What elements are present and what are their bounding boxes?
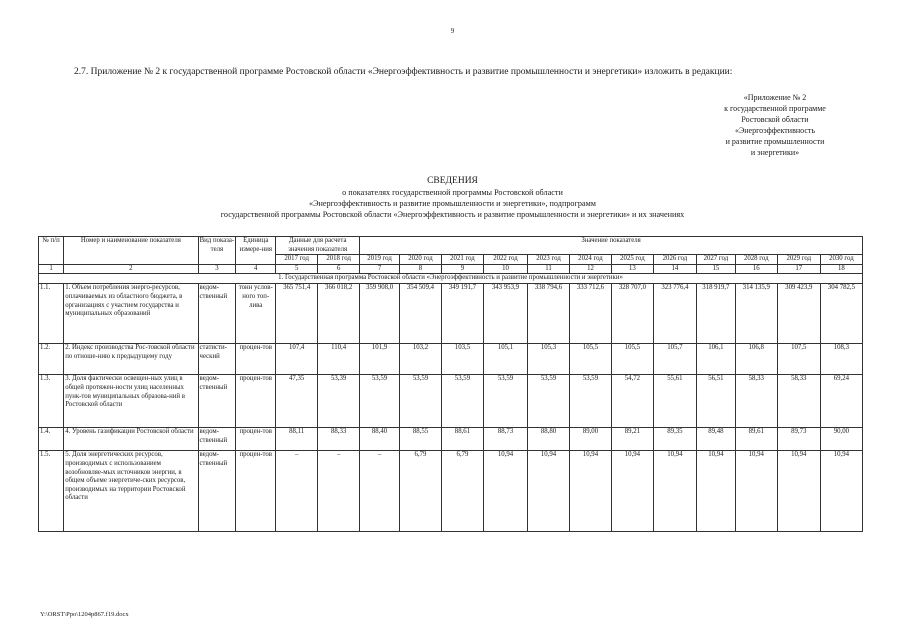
row-number: 1.3. <box>39 375 64 428</box>
indicator-unit: тонн услов-ного топ-лива <box>236 284 276 344</box>
column-number: 1 <box>39 264 64 274</box>
row-number: 1.5. <box>39 451 64 532</box>
indicator-value: 105,1 <box>483 344 527 375</box>
header-year: 2020 год <box>400 255 442 265</box>
indicator-type: ведом-ственный <box>198 428 236 451</box>
indicator-value: 10,94 <box>483 451 527 532</box>
indicator-value: 89,73 <box>777 428 820 451</box>
section-title: 1. Государственная программа Ростовской области «Энергоэффективность и развитие промышленности и энергетики» <box>39 274 863 284</box>
indicator-value: 101,9 <box>360 344 400 375</box>
indicator-value: 323 776,4 <box>653 284 696 344</box>
indicator-value: 88,55 <box>400 428 442 451</box>
header-type: Вид показа-теля <box>198 237 236 265</box>
indicator-value: 88,80 <box>528 428 570 451</box>
indicator-type: ведом-ственный <box>198 375 236 428</box>
column-number: 10 <box>483 264 527 274</box>
column-number: 11 <box>528 264 570 274</box>
indicator-value: 105,5 <box>611 344 653 375</box>
heading-title: СВЕДЕНИЯ <box>427 176 478 186</box>
row-number: 1.4. <box>39 428 64 451</box>
file-path-footer: Y:\ORST\Ppo\1204p867.f19.docx <box>40 611 129 618</box>
indicator-value: 349 191,7 <box>441 284 483 344</box>
indicator-value: 90,00 <box>820 428 862 451</box>
header-year: 2018 год <box>318 255 360 265</box>
indicator-unit: процен-тов <box>236 344 276 375</box>
indicator-value: 88,33 <box>318 428 360 451</box>
indicator-unit: процен-тов <box>236 451 276 532</box>
indicator-name: 1. Объем потребления энерго-ресурсов, оплачиваемых из областного бюджета, в организациях с участием государства и муниципальных образований <box>64 284 198 344</box>
indicator-value: 53,39 <box>318 375 360 428</box>
column-number: 17 <box>777 264 820 274</box>
indicators-table <box>38 236 863 532</box>
row-number: 1.2. <box>39 344 64 375</box>
indicator-value: 53,59 <box>360 375 400 428</box>
indicator-value: – <box>276 451 318 532</box>
indicator-name: 4. Уровень газификации Ростовской области <box>64 428 198 451</box>
indicator-value: – <box>360 451 400 532</box>
indicator-value: 343 953,9 <box>483 284 527 344</box>
column-number: 2 <box>64 264 198 274</box>
column-number: 14 <box>653 264 696 274</box>
column-number: 12 <box>569 264 611 274</box>
indicator-value: 88,40 <box>360 428 400 451</box>
appendix-line: и развитие промышленности <box>725 137 825 146</box>
header-year: 2026 год <box>653 255 696 265</box>
appendix-line: «Приложение № 2 <box>743 93 807 102</box>
indicator-unit: процен-тов <box>236 375 276 428</box>
indicator-value: 88,61 <box>441 428 483 451</box>
indicator-value: 58,33 <box>735 375 777 428</box>
header-year: 2028 год <box>735 255 777 265</box>
header-year: 2021 год <box>441 255 483 265</box>
indicator-value: 107,5 <box>777 344 820 375</box>
indicator-name: 2. Индекс производства Рос-товской области по отноше-нию к предыдущему году <box>64 344 198 375</box>
header-name: Номер и наименование показателя <box>64 237 198 265</box>
indicator-value: 6,79 <box>400 451 442 532</box>
indicator-value: 365 751,4 <box>276 284 318 344</box>
header-year: 2022 год <box>483 255 527 265</box>
indicator-value: 53,59 <box>483 375 527 428</box>
indicator-value: 309 423,9 <box>777 284 820 344</box>
indicator-value: 54,72 <box>611 375 653 428</box>
indicator-value: 10,94 <box>653 451 696 532</box>
indicator-value: 110,4 <box>318 344 360 375</box>
indicator-value: 10,94 <box>820 451 862 532</box>
column-number: 8 <box>400 264 442 274</box>
indicator-value: 105,3 <box>528 344 570 375</box>
indicator-value: 105,7 <box>653 344 696 375</box>
table-row <box>39 375 863 428</box>
indicator-unit: процен-тов <box>236 428 276 451</box>
amendment-intro: 2.7. Приложение № 2 к государственной программе Ростовской области «Энергоэффективность и развитие промышленности и энергетики» изложить в редакции: <box>74 67 733 77</box>
indicator-value: 103,5 <box>441 344 483 375</box>
indicator-value: 359 908,0 <box>360 284 400 344</box>
header-year: 2024 год <box>569 255 611 265</box>
indicator-value: 108,3 <box>820 344 862 375</box>
page-number: 9 <box>450 27 455 35</box>
indicator-value: 10,94 <box>696 451 735 532</box>
column-number: 9 <box>441 264 483 274</box>
indicator-value: 10,94 <box>777 451 820 532</box>
header-year: 2023 год <box>528 255 570 265</box>
indicator-value: 105,5 <box>569 344 611 375</box>
appendix-line: и энергетики» <box>750 148 800 157</box>
column-number: 4 <box>236 264 276 274</box>
header-year: 2019 год <box>360 255 400 265</box>
indicator-value: 88,73 <box>483 428 527 451</box>
header-year: 2029 год <box>777 255 820 265</box>
indicator-value: 58,33 <box>777 375 820 428</box>
heading-line-1: о показателях государственной программы Ростовской области <box>342 188 563 197</box>
indicator-value: 89,48 <box>696 428 735 451</box>
header-year: 2025 год <box>611 255 653 265</box>
column-number: 16 <box>735 264 777 274</box>
indicator-value: 328 707,0 <box>611 284 653 344</box>
indicator-value: 6,79 <box>441 451 483 532</box>
indicator-type: статисти-ческий <box>198 344 236 375</box>
indicator-value: 89,00 <box>569 428 611 451</box>
indicator-value: 88,11 <box>276 428 318 451</box>
header-year: 2030 год <box>820 255 862 265</box>
heading-line-2: «Энергоэффективность и развитие промышленности и энергетики», подпрограмм <box>309 199 596 208</box>
indicator-value: 53,59 <box>400 375 442 428</box>
indicator-value: 53,59 <box>569 375 611 428</box>
table-row <box>39 451 863 532</box>
indicator-value: 89,61 <box>735 428 777 451</box>
indicator-value: 318 919,7 <box>696 284 735 344</box>
indicator-value: – <box>318 451 360 532</box>
indicator-value: 338 794,6 <box>528 284 570 344</box>
indicator-value: 314 135,9 <box>735 284 777 344</box>
column-number: 13 <box>611 264 653 274</box>
appendix-line: к государственной программе <box>724 104 826 113</box>
indicator-value: 89,35 <box>653 428 696 451</box>
column-numbers-row <box>39 264 863 274</box>
indicator-value: 304 782,5 <box>820 284 862 344</box>
appendix-line: «Энергоэффективность <box>734 126 816 135</box>
indicator-value: 107,4 <box>276 344 318 375</box>
indicator-value: 106,1 <box>696 344 735 375</box>
indicator-value: 366 018,2 <box>318 284 360 344</box>
indicator-name: 3. Доля фактически освещен-ных улиц в общей протяжен-ности улиц населенных пунк-тов муниципальных образова-ний в Ростовской области <box>64 375 198 428</box>
column-number: 18 <box>820 264 862 274</box>
table-row <box>39 344 863 375</box>
row-number: 1.1. <box>39 284 64 344</box>
section-row <box>39 274 863 284</box>
indicator-value: 89,21 <box>611 428 653 451</box>
indicator-type: ведом-ственный <box>198 284 236 344</box>
indicator-value: 69,24 <box>820 375 862 428</box>
table-row <box>39 428 863 451</box>
indicator-value: 47,35 <box>276 375 318 428</box>
indicator-value: 10,94 <box>528 451 570 532</box>
column-number: 15 <box>696 264 735 274</box>
column-number: 7 <box>360 264 400 274</box>
indicator-value: 53,59 <box>441 375 483 428</box>
indicator-value: 10,94 <box>735 451 777 532</box>
column-number: 3 <box>198 264 236 274</box>
indicator-value: 103,2 <box>400 344 442 375</box>
indicator-value: 56,51 <box>696 375 735 428</box>
indicator-name: 5. Доля энергетических ресурсов, производимых с использованием возобновляе-мых источников энергии, в общем объеме энергетиче-ских ресурсов, производимых на территории Ростовской области <box>64 451 198 532</box>
header-values: Значение показателя <box>360 237 863 255</box>
indicator-value: 10,94 <box>569 451 611 532</box>
table-row <box>39 284 863 344</box>
indicator-value: 333 712,6 <box>569 284 611 344</box>
appendix-line: Ростовской области <box>741 115 809 124</box>
header-unit: Единица измере-ния <box>236 237 276 265</box>
indicator-value: 10,94 <box>611 451 653 532</box>
indicator-value: 106,8 <box>735 344 777 375</box>
header-year: 2027 год <box>696 255 735 265</box>
document-heading <box>0 176 905 220</box>
indicator-value: 55,61 <box>653 375 696 428</box>
column-number: 5 <box>276 264 318 274</box>
appendix-caption <box>690 92 860 158</box>
column-number: 6 <box>318 264 360 274</box>
header-base-data: Данные для расчета значения показателя <box>276 237 360 255</box>
indicator-type: ведом-ственный <box>198 451 236 532</box>
heading-line-3: государственной программы Ростовской области «Энергоэффективность и развитие промышленности и энергетики» и их значениях <box>220 210 685 219</box>
header-num: № п/п <box>39 237 64 265</box>
header-year: 2017 год <box>276 255 318 265</box>
indicator-value: 354 509,4 <box>400 284 442 344</box>
indicator-value: 53,59 <box>528 375 570 428</box>
